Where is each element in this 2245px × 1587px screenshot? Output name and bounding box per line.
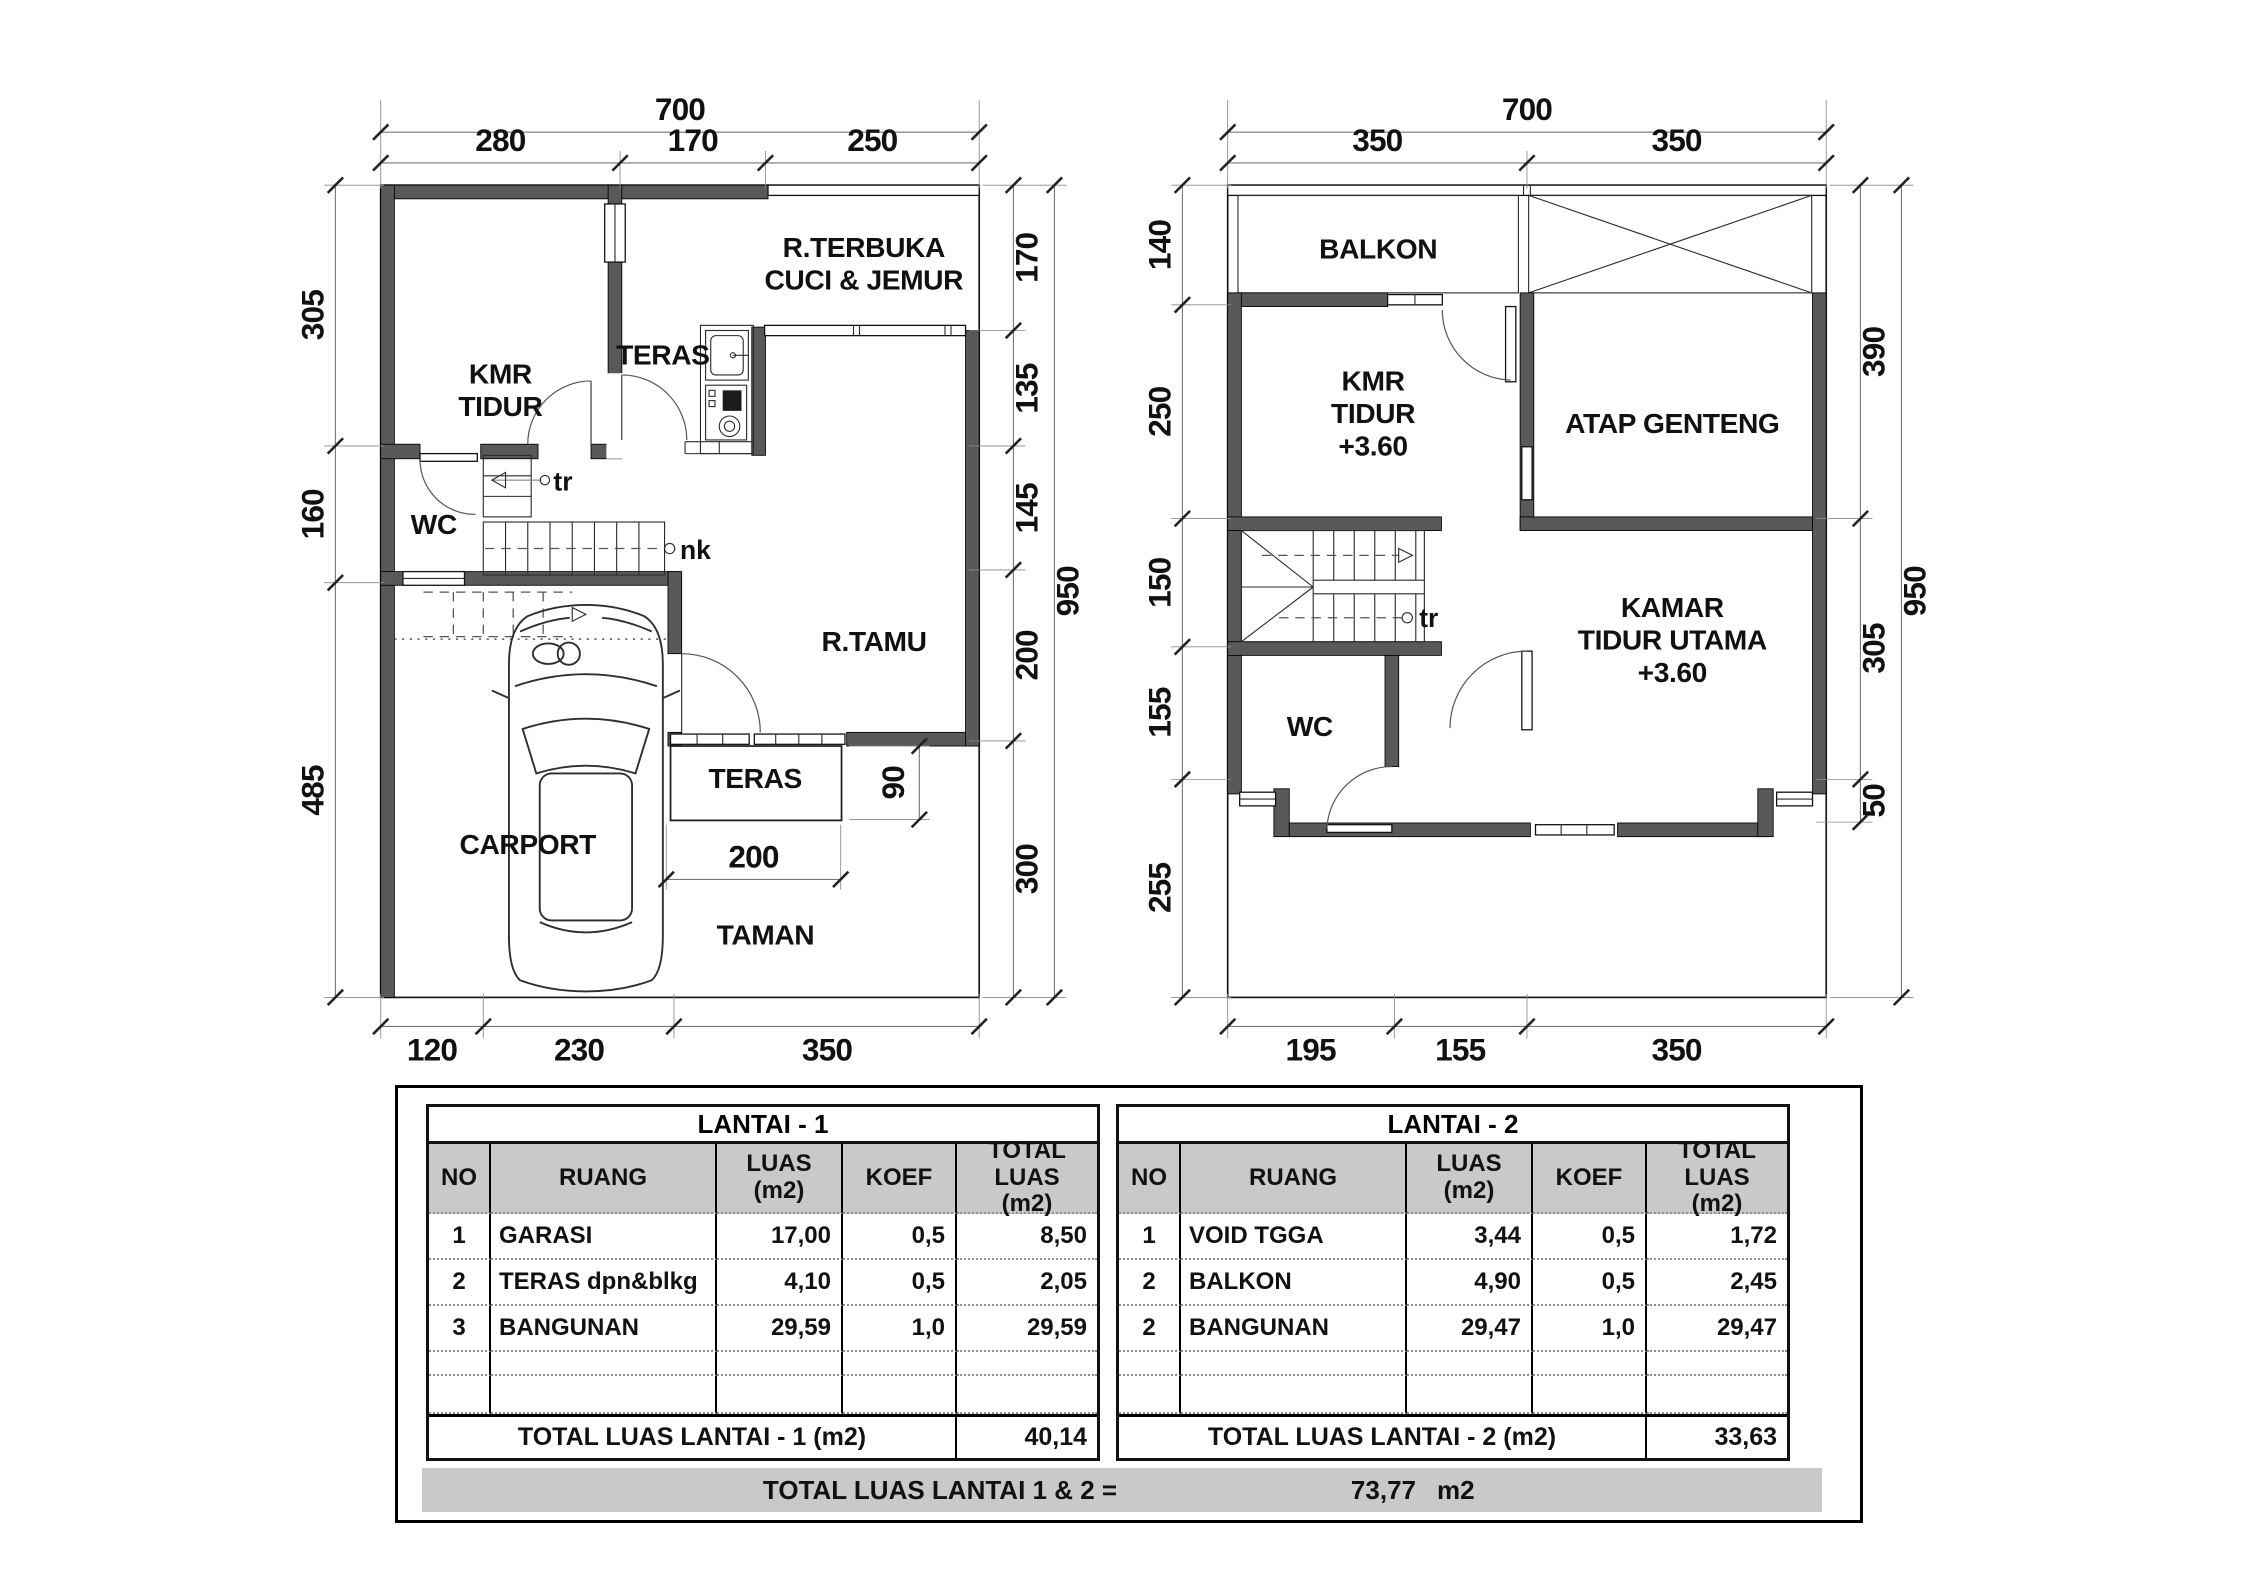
dim-f1-top-2: 250 xyxy=(847,121,898,158)
room-label-atap: ATAP GENTENG xyxy=(1565,407,1780,440)
grand-total-value: 73,77 xyxy=(1350,1475,1416,1505)
kitchen-stove xyxy=(685,385,753,453)
dim-f1-teras-200: 200 xyxy=(728,838,779,875)
empty-cell xyxy=(491,1376,717,1414)
empty-cell xyxy=(1119,1376,1181,1414)
empty-cell xyxy=(1181,1376,1407,1414)
lantai2-total-value: 33,63 xyxy=(1647,1414,1787,1458)
dim-f1-bottom-2: 350 xyxy=(801,1031,853,1068)
lantai2-table-title: LANTAI - 2 xyxy=(1119,1107,1787,1144)
dim-f2-bottom-0: 195 xyxy=(1285,1031,1336,1068)
cell-ruang: BANGUNAN xyxy=(491,1306,717,1352)
room-label-kmr-tidur2: TIDUR xyxy=(458,390,543,422)
front-door xyxy=(754,734,845,744)
annotation-tr: tr xyxy=(553,466,573,497)
cell-koef: 0,5 xyxy=(1533,1214,1647,1260)
floor2-plan xyxy=(1125,74,1946,1100)
dim-f2-top-0: 350 xyxy=(1352,121,1403,158)
stairs xyxy=(483,455,675,575)
room-label-teras-belakang: TERAS xyxy=(616,338,710,371)
cell-total: 29,59 xyxy=(957,1306,1097,1352)
room-label-rtamu: R.TAMU xyxy=(821,625,927,658)
col-header-ruang: RUANG xyxy=(491,1144,717,1214)
room-label-rterbuka2: CUCI & JEMUR xyxy=(764,263,964,296)
cell-no: 1 xyxy=(1119,1214,1181,1260)
empty-cell xyxy=(1407,1352,1533,1376)
cell-luas: 29,47 xyxy=(1407,1306,1533,1352)
cell-no: 2 xyxy=(429,1260,491,1306)
room-label-taman: TAMAN xyxy=(716,918,815,951)
cell-luas: 4,10 xyxy=(717,1260,843,1306)
cell-no: 2 xyxy=(1119,1260,1181,1306)
dim-f2-bottom-1: 155 xyxy=(1435,1031,1486,1068)
empty-cell xyxy=(1533,1352,1647,1376)
dim-f1-90: 90 xyxy=(874,766,911,800)
grand-total-bar xyxy=(422,1468,1822,1512)
void-cross-box xyxy=(1529,195,1812,292)
room-label-rterbuka: R.TERBUKA xyxy=(782,230,945,263)
room-label-kmr-tidur: KMR xyxy=(468,357,532,390)
dim-f1-top-1: 170 xyxy=(667,121,718,158)
col-header-koef: KOEF xyxy=(843,1144,957,1214)
empty-cell xyxy=(491,1352,717,1376)
empty-cell xyxy=(1647,1376,1787,1414)
cell-total: 29,47 xyxy=(1647,1306,1787,1352)
area-tables xyxy=(395,1085,1863,1523)
dim-f1-right-4: 300 xyxy=(1008,844,1045,895)
empty-cell xyxy=(717,1376,843,1414)
cell-no: 1 xyxy=(429,1214,491,1260)
empty-cell xyxy=(717,1352,843,1376)
dim-f1-right-3: 200 xyxy=(1008,630,1045,681)
col-header-total: TOTAL LUAS (m2) xyxy=(957,1144,1097,1214)
col-header-no: NO xyxy=(1119,1144,1181,1214)
dim-f1-bottom-0: 120 xyxy=(406,1031,458,1068)
car xyxy=(492,605,680,991)
cell-ruang: BALKON xyxy=(1181,1260,1407,1306)
dim-f1-right-1: 135 xyxy=(1008,363,1045,414)
cell-koef: 0,5 xyxy=(1533,1260,1647,1306)
stairs-2 xyxy=(1241,531,1424,642)
cell-total: 8,50 xyxy=(957,1214,1097,1260)
cell-no: 2 xyxy=(1119,1306,1181,1352)
cell-ruang: BANGUNAN xyxy=(1181,1306,1407,1352)
cell-koef: 0,5 xyxy=(843,1260,957,1306)
dim-f2-left-1: 250 xyxy=(1141,386,1178,437)
dim-f2-left-0: 140 xyxy=(1141,219,1178,271)
cell-koef: 1,0 xyxy=(1533,1306,1647,1352)
lantai2-total-label: TOTAL LUAS LANTAI - 2 (m2) xyxy=(1119,1414,1647,1458)
col-header-koef: KOEF xyxy=(1533,1144,1647,1214)
empty-cell xyxy=(1533,1376,1647,1414)
empty-cell xyxy=(1647,1352,1787,1376)
dim-f1-right-0: 170 xyxy=(1008,232,1045,283)
cell-luas: 4,90 xyxy=(1407,1260,1533,1306)
room-label-kmr2c: +3.60 xyxy=(1338,429,1408,462)
empty-cell xyxy=(1407,1376,1533,1414)
empty-cell xyxy=(1181,1352,1407,1376)
dim-f1-top-0: 280 xyxy=(475,121,526,158)
dim-f1-left-1: 160 xyxy=(294,489,331,540)
room-label-kamarc: +3.60 xyxy=(1637,655,1707,688)
grand-total-unit: m2 xyxy=(1437,1475,1475,1505)
dim-f2-left-3: 155 xyxy=(1141,687,1178,738)
lantai2-table xyxy=(1116,1104,1790,1461)
empty-cell xyxy=(957,1352,1097,1376)
exterior-walls xyxy=(381,185,980,997)
room-label-kamar: KAMAR xyxy=(1620,590,1724,623)
dim-f2-left-2: 150 xyxy=(1141,557,1178,608)
cell-total: 2,05 xyxy=(957,1260,1097,1306)
room-label-carport: CARPORT xyxy=(459,827,596,860)
empty-cell xyxy=(429,1376,491,1414)
balkon-area xyxy=(1228,185,1827,293)
empty-cell xyxy=(843,1352,957,1376)
room-label-kmr2b: TIDUR xyxy=(1331,396,1416,429)
dim-f2-right-0: 390 xyxy=(1855,326,1892,377)
dim-f1-right-2: 145 xyxy=(1008,483,1045,534)
room-label-wc: WC xyxy=(410,507,457,540)
lantai1-total-value: 40,14 xyxy=(957,1414,1097,1458)
empty-cell xyxy=(843,1376,957,1414)
dim-f2-top-1: 350 xyxy=(1651,121,1702,158)
col-header-no: NO xyxy=(429,1144,491,1214)
dim-f2-bottom-2: 350 xyxy=(1651,1031,1702,1068)
dim-f1-left-0: 305 xyxy=(294,290,331,341)
cell-koef: 0,5 xyxy=(843,1214,957,1260)
cell-luas: 3,44 xyxy=(1407,1214,1533,1260)
lantai1-table-title: LANTAI - 1 xyxy=(429,1107,1097,1144)
col-header-total: TOTAL LUAS (m2) xyxy=(1647,1144,1787,1214)
dim-f1-bottom-1: 230 xyxy=(553,1031,605,1068)
dim-f2-right-2: 50 xyxy=(1855,784,1892,818)
dim-f2-right-1: 305 xyxy=(1855,623,1892,674)
lantai1-table xyxy=(426,1104,1100,1461)
cell-koef: 1,0 xyxy=(843,1306,957,1352)
dim-f2-top-total: 700 xyxy=(1501,91,1553,128)
dim-f1-right-total: 950 xyxy=(1049,566,1086,617)
floor1-plan xyxy=(278,74,1099,1100)
annotation-tr2: tr xyxy=(1419,603,1439,634)
cell-total: 1,72 xyxy=(1647,1214,1787,1260)
dim-f2-right-total: 950 xyxy=(1896,566,1933,617)
stair-direction-arrow xyxy=(492,472,550,487)
empty-cell xyxy=(429,1352,491,1376)
dim-f1-left-2: 485 xyxy=(294,765,331,816)
dim-f2-left-4: 255 xyxy=(1141,862,1178,914)
empty-cell xyxy=(957,1376,1097,1414)
room-label-wc2: WC xyxy=(1286,709,1333,742)
room-label-balkon: BALKON xyxy=(1319,232,1438,265)
cell-luas: 29,59 xyxy=(717,1306,843,1352)
grand-total-label: TOTAL LUAS LANTAI 1 & 2 = xyxy=(762,1475,1118,1505)
cell-luas: 17,00 xyxy=(717,1214,843,1260)
col-header-luas: LUAS (m2) xyxy=(1407,1144,1533,1214)
col-header-luas: LUAS (m2) xyxy=(717,1144,843,1214)
cell-ruang: TERAS dpn&blkg xyxy=(491,1260,717,1306)
lantai1-total-label: TOTAL LUAS LANTAI - 1 (m2) xyxy=(429,1414,957,1458)
empty-cell xyxy=(1119,1352,1181,1376)
cell-total: 2,45 xyxy=(1647,1260,1787,1306)
room-label-kmr2: KMR xyxy=(1341,364,1405,397)
cell-ruang: VOID TGGA xyxy=(1181,1214,1407,1260)
col-header-ruang: RUANG xyxy=(1181,1144,1407,1214)
room-label-kamarb: TIDUR UTAMA xyxy=(1577,623,1767,656)
cell-ruang: GARASI xyxy=(491,1214,717,1260)
exterior-walls-2 xyxy=(1228,293,1827,837)
annotation-nk: nk xyxy=(679,534,711,565)
cell-no: 3 xyxy=(429,1306,491,1352)
dim-f1-top-total: 700 xyxy=(654,91,706,128)
room-label-teras-depan: TERAS xyxy=(708,761,802,794)
